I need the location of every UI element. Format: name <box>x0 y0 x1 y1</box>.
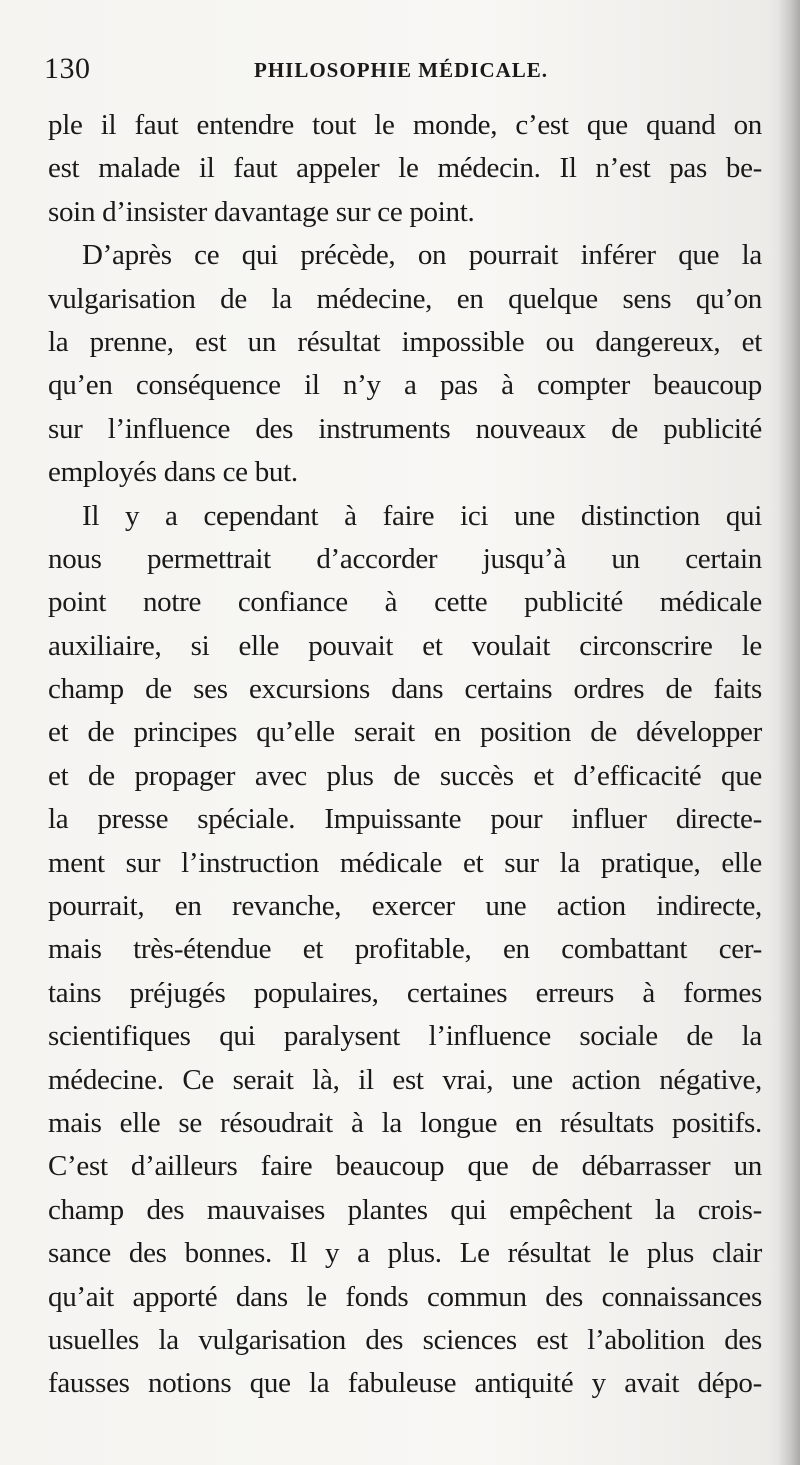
text-line: est malade il faut appeler le médecin. Il n’est pas be- <box>48 152 762 185</box>
text-line: point notre confiance à cette publicité médicale <box>48 586 762 619</box>
text-line: et de principes qu’elle serait en position de développer <box>48 716 762 749</box>
text-line: Il y a cependant à faire ici une distinction qui <box>82 499 762 532</box>
text-line: ment sur l’instruction médicale et sur la pratique, elle <box>48 846 762 879</box>
text-line: tains préjugés populaires, certaines erreurs à formes <box>48 976 762 1009</box>
text-line: soin d’insister davantage sur ce point. <box>48 195 475 228</box>
page-number: 130 <box>44 52 91 85</box>
text-line: nous permettrait d’accorder jusqu’à un certain <box>48 542 762 575</box>
text-line: qu’ait apporté dans le fonds commun des connaissances <box>48 1280 762 1313</box>
text-line: champ de ses excursions dans certains ordres de faits <box>48 673 762 706</box>
text-line: pourrait, en revanche, exercer une action indirecte, <box>48 890 762 923</box>
text-line: D’après ce qui précède, on pourrait inférer que la <box>82 239 762 272</box>
text-line: C’est d’ailleurs faire beaucoup que de débarrasser un <box>48 1150 762 1183</box>
text-line: usuelles la vulgarisation des sciences est l’abolition des <box>48 1323 762 1356</box>
page-header <box>44 52 760 92</box>
text-line: mais elle se résoudrait à la longue en résultats positifs. <box>48 1106 762 1139</box>
text-line: sur l’influence des instruments nouveaux de publicité <box>48 412 762 445</box>
text-line: la prenne, est un résultat impossible ou dangereux, et <box>48 325 762 358</box>
text-line: fausses notions que la fabuleuse antiquité y avait dépo- <box>48 1367 762 1400</box>
text-line: médecine. Ce serait là, il est vrai, une action négative, <box>48 1063 762 1096</box>
text-line: et de propager avec plus de succès et d’efficacité que <box>48 759 762 792</box>
text-line: employés dans ce but. <box>48 456 298 489</box>
text-line: mais très-étendue et profitable, en combattant cer- <box>48 933 762 966</box>
text-line: champ des mauvaises plantes qui empêchent la crois- <box>48 1193 762 1226</box>
text-line: scientifiques qui paralysent l’influence sociale de la <box>48 1020 762 1053</box>
body-text <box>48 104 762 1406</box>
text-line: vulgarisation de la médecine, en quelque sens qu’on <box>48 282 762 315</box>
text-line: sance des bonnes. Il y a plus. Le résultat le plus clair <box>48 1237 762 1270</box>
text-line: auxiliaire, si elle pouvait et voulait circonscrire le <box>48 629 762 662</box>
text-line: la presse spéciale. Impuissante pour influer directe- <box>48 803 762 836</box>
text-line: ple il faut entendre tout le monde, c’est que quand on <box>48 109 762 141</box>
text-line: qu’en conséquence il n’y a pas à compter beaucoup <box>48 369 762 402</box>
running-head: PHILOSOPHIE MÉDICALE. <box>254 58 549 82</box>
page-edge-shadow <box>778 0 800 1465</box>
